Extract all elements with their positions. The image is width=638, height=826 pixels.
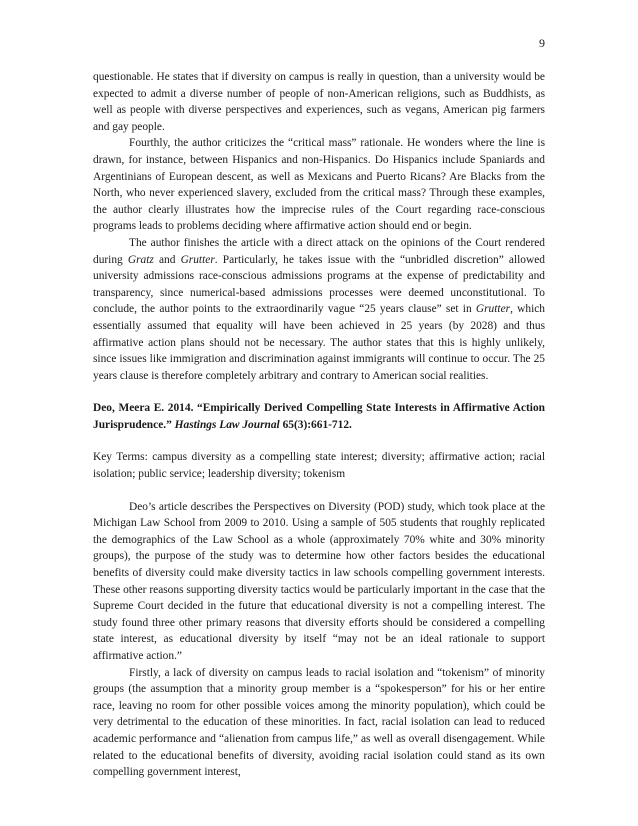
text-segment: . Particularly, he takes issue with the “unbridled discretion” allowed university admissions race-conscious admissions programs at the expense of predictability and transparency, since numerical-based admissions processes were deemed unconstitutional. To conclude, the author points to the extraordinarily vague “25 years clause” set in xyxy=(93,253,545,316)
case-name-grutter: Grutter xyxy=(180,253,215,266)
key-terms: Key Terms: campus diversity as a compelling state interest; diversity; affirmative action; racial isolation; public service; leadership diversity; tokenism xyxy=(93,451,545,481)
paragraph-conclusion xyxy=(93,235,545,384)
body-text xyxy=(93,69,545,781)
paragraph-continuation: questionable. He states that if diversity on campus is really in question, than a university would be expected to admit a diverse number of people of non-American religions, such as Buddhists, as well as people with diverse perspectives and experiences, such as vegans, American pig farmers and gay people. xyxy=(93,71,545,133)
text-segment: The author finishes the article with a direct attack on the opinions of the Court rendered during xyxy=(93,236,545,266)
paragraph-racial-isolation: Firstly, a lack of diversity on campus leads to racial isolation and “tokenism” of minority groups (the assumption that a minority group member is a “spokesperson” for his or her entire race, leaving no room for other possible voices among the minority population), which could be very detrimental to the education of these minorities. In fact, racial isolation can lead to reduced academic performance and “alienation from campus life,” as well as overall disengagement. While related to the educational benefits of diversity, avoiding racial isolation could stand as its own compelling government interest, xyxy=(93,666,545,779)
case-name-grutter: Grutter xyxy=(475,303,511,316)
reference-journal: Hastings Law Journal xyxy=(174,418,280,431)
page-number: 9 xyxy=(539,36,545,50)
paragraph-pod-study: Deo’s article describes the Perspectives on Diversity (POD) study, which took place at the Michigan Law School from 2009 to 2010. Using a sample of 505 students that roughly replicated the demographics of the Law School as a whole (approximately 70% white and 30% minority groups), the purpose of the study was to determine how other factors besides the educational benefits of diversity could make diversity tactics in law schools compelling government interests. These other reasons supporting diversity tactics would be particularly important in the case that the Supreme Court decided in the future that educational diversity is not a compelling interest. The study found three other primary reasons that diversity efforts should be considered a compelling state interest, as educational diversity by itself “may not be an ideal rationale to support affirmative action.” xyxy=(93,500,545,662)
reference-title: Deo, Meera E. 2014. “Empirically Derived Compelling State Interests in Affirmative Action Jurisprudence.” xyxy=(93,402,545,431)
reference-heading xyxy=(93,400,545,433)
paragraph-critical-mass: Fourthly, the author criticizes the “critical mass” rationale. He wonders where the line is drawn, for instance, between Hispanics and non-Hispanics. Do Hispanics include Spaniards and Argentinians of European descent, as well as Mexicans and Puerto Ricans? Are Blacks from the North, who never experienced slavery, excluded from the critical mass? Through these examples, the author clearly illustrates how the imprecise rules of the Court regarding race-conscious programs leads to problems deciding where affirmative action should end or begin. xyxy=(93,137,545,233)
reference-volume: 65(3):661-712. xyxy=(279,418,352,431)
text-segment: , which essentially assumed that equality will have been achieved in 25 years (by 2028) and thus affirmative action plans should not be necessary. The author states that this is highly unlikely, since issues like immigration and discrimination against immigrants will continue to occur. The 25 years clause is therefore completely arbitrary and contrary to American social realities. xyxy=(93,303,545,382)
case-name-gratz: Gratz xyxy=(127,253,154,266)
text-segment: and xyxy=(153,253,181,266)
